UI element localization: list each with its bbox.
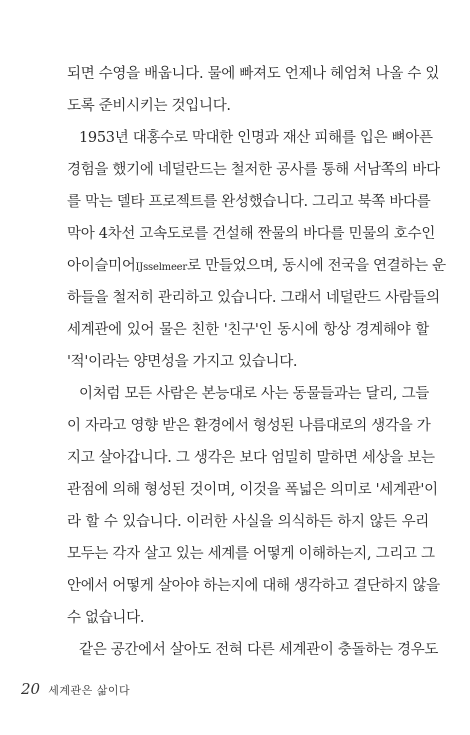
term-korean: 아이슬미어 — [67, 258, 136, 274]
text-line: 모두는 각자 살고 있는 세계를 어떻게 이해하는지, 그리고 그 — [67, 546, 435, 562]
text-line: 안에서 어떻게 살아야 하는지에 대해 생각하고 결단하지 않을 — [67, 578, 440, 594]
text-line-with-term — [67, 250, 446, 282]
text-line: 1953년 대홍수로 막대한 인명과 재산 피해를 입은 뼈아픈 — [79, 130, 433, 146]
page-number: 20 — [21, 680, 41, 698]
text-line: 하들을 철저히 관리하고 있습니다. 그래서 네덜란드 사람들의 — [67, 290, 440, 306]
text-continuation: 로 만들었으며, 동시에 전국을 연결하는 운 — [187, 258, 446, 274]
text-line: 같은 공간에서 살아도 전혀 다른 세계관이 충돌하는 경우도 — [79, 642, 439, 658]
body-text — [67, 58, 446, 666]
text-line: 이 자라고 영향 받은 환경에서 형성된 나름대로의 생각을 가 — [67, 418, 431, 434]
text-line: 지고 살아갑니다. 그 생각은 보다 엄밀히 말하면 세상을 보는 — [67, 450, 435, 466]
text-line: 를 막는 델타 프로젝트를 완성했습니다. 그리고 북쪽 바다를 — [67, 194, 431, 210]
text-line: 이처럼 모든 사람은 본능대로 사는 동물들과는 달리, 그들 — [79, 386, 429, 402]
text-line: '적'이라는 양면성을 가지고 있습니다. — [67, 354, 298, 370]
running-title: 세계관은 삶이다 — [48, 684, 131, 697]
term-latin: IJsselmeer — [135, 262, 187, 273]
text-line: 막아 4차선 고속도로를 건설해 짠물의 바다를 민물의 호수인 — [67, 226, 436, 242]
text-line: 되면 수영을 배웁니다. 물에 빠져도 언제나 헤엄쳐 나올 수 있 — [67, 66, 440, 82]
text-line: 도록 준비시키는 것입니다. — [67, 98, 231, 114]
text-line: 세계관에 있어 물은 친한 '친구'인 동시에 항상 경계해야 할 — [67, 322, 429, 338]
page-footer — [21, 680, 130, 698]
text-line: 수 없습니다. — [67, 610, 145, 626]
text-line: 관점에 의해 형성된 것이며, 이것을 폭넓은 의미로 '세계관'이 — [67, 482, 438, 498]
text-line: 라 할 수 있습니다. 이러한 사실을 의식하든 하지 않든 우리 — [67, 514, 429, 530]
text-line: 경험을 했기에 네덜란드는 철저한 공사를 통해 서남쪽의 바다 — [67, 162, 440, 178]
